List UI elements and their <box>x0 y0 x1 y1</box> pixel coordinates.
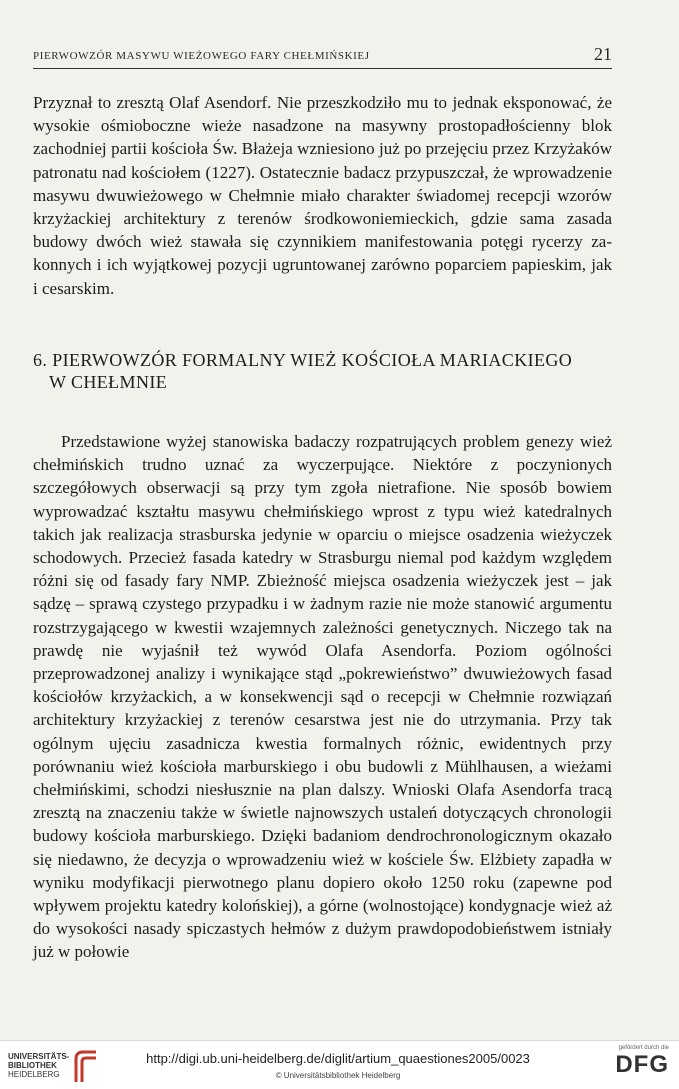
library-name <box>8 1052 69 1079</box>
dfg-funding-logo[interactable] <box>603 1045 669 1085</box>
library-mark-icon <box>72 1049 100 1083</box>
digitization-footer <box>0 1040 679 1089</box>
library-name-line-2: BIBLIOTHEK <box>8 1061 57 1070</box>
running-title: PIERWOWZÓR MASYWU WIEŻOWEGO FARY CHEŁMIŃSKIEJ <box>33 50 370 62</box>
body-paragraph-2: Przedstawione wyżej stanowiska badaczy rozpatrujących problem genezy wież chełmińskich trudno uznać za wyczerpujące. Niektóre z poczynionych szczegółowych obserwacji są przy tym zgoła nietrafione. Nie sposób bowiem wyprowadzać kształtu masywu chełmińskiego wprost z typu wież katedralnych takich jak realizacja strasburska jedynie w oparciu o miejsce osadzenia wieżyczek schodowych. Przecież fasada katedry w Strasburgu niemal pod każdym względem różni się od fasady fary NMP. Zbieżność miejsca osadzenia wieżyczek jest – jak sądzę – sprawą czystego przypadku i w żadnym razie nie może stanowić argumentu rozstrzygającego w kwestii wzajemnych zależności genetycznych. Niczego tak na prawdę nie wyjaśnił też wywód Olafa Asendorfa. Poziom ogólności przeprowadzonej analizy i wynikające stąd „pokrewieństwo” dwuwieżowych fasad kościołów krzyżackich, a w konsekwencji sąd o recepcji w Chełmnie rozwiązań architektury krzyżackiej z terenów cesarstwa jest nie do utrzymania. Przy tak ogólnym ujęciu zasadnicza kwestia formalnych różnic, ewidentnych przy porównaniu wież kościoła marburskiego i obu budowli z Mühlhausen, a wieżami chełmińskimi, schodzi niesłusznie na plan dalszy. Wnioski Olafa Asendorfa tracą zresztą na znaczeniu także w świetle najnowszych ustaleń dotyczących chronologii budowy kościoła marburskiego. Dzięki badaniom dendrochronologicznym okazało się niedawno, że decyzja o wprowadzeniu wież w kościele Św. Elżbiety zapadła w wyniku modyfikacji pierwotnego planu dopiero około 1250 roku (zapewne pod wpływem projektu katedry kolońskiej), a górne (wolnostojące) kondygnacje wież aż do wysokości nasady spiczastych hełmów z dużym prawdopodobieństwem istniały już w połowie <box>33 432 612 962</box>
library-name-line-3: HEIDELBERG <box>8 1070 60 1079</box>
funded-by-label: gefördert durch die <box>618 1045 669 1051</box>
library-name-line-1: UNIVERSITÄTS- <box>8 1052 70 1061</box>
dfg-logo: DFG <box>615 1051 669 1078</box>
section-heading <box>33 349 612 393</box>
copyright-notice: © Universitätsbibliothek Heidelberg <box>275 1071 401 1080</box>
running-header <box>33 44 612 69</box>
library-logo[interactable] <box>8 1049 100 1083</box>
page-number: 21 <box>594 44 612 64</box>
body-paragraph-1: Przyznał to zresztą Olaf Asendorf. Nie przeszkodziło mu to jednak eksponować, że wysokie ośmioboczne wieże nasadzone na masywny prostopadłościenny blok zachodniej partii kościoła Św. Błażeja wzniesiono już po przejęciu przez Krzyżaków patronatu nad kościołem (1227). Ostatecznie badacz przypuszczał, że wprowadzenie masywu dwuwieżowego w Chełmnie miało charakter świadomej recepcji wzorów krzyżackiej architektury z terenów środkowoniemieckich, gdzie sama zasada budowy dwóch wież stawała się czynnikiem manifestowania potęgi rycerzy zakonnych i ich wyjątkowej pozycji ugruntowanej zarówno poparciem papieskim, jak i cesarskim. <box>33 93 612 298</box>
section-heading-line-1: 6. PIERWOWZÓR FORMALNY WIEŻ KOŚCIOŁA MARIACKIEGO <box>33 350 573 370</box>
section-heading-line-2: W CHEŁMNIE <box>49 372 168 392</box>
permalink-url[interactable]: http://digi.ub.uni-heidelberg.de/diglit/artium_quaestiones2005/0023 <box>146 1051 530 1066</box>
